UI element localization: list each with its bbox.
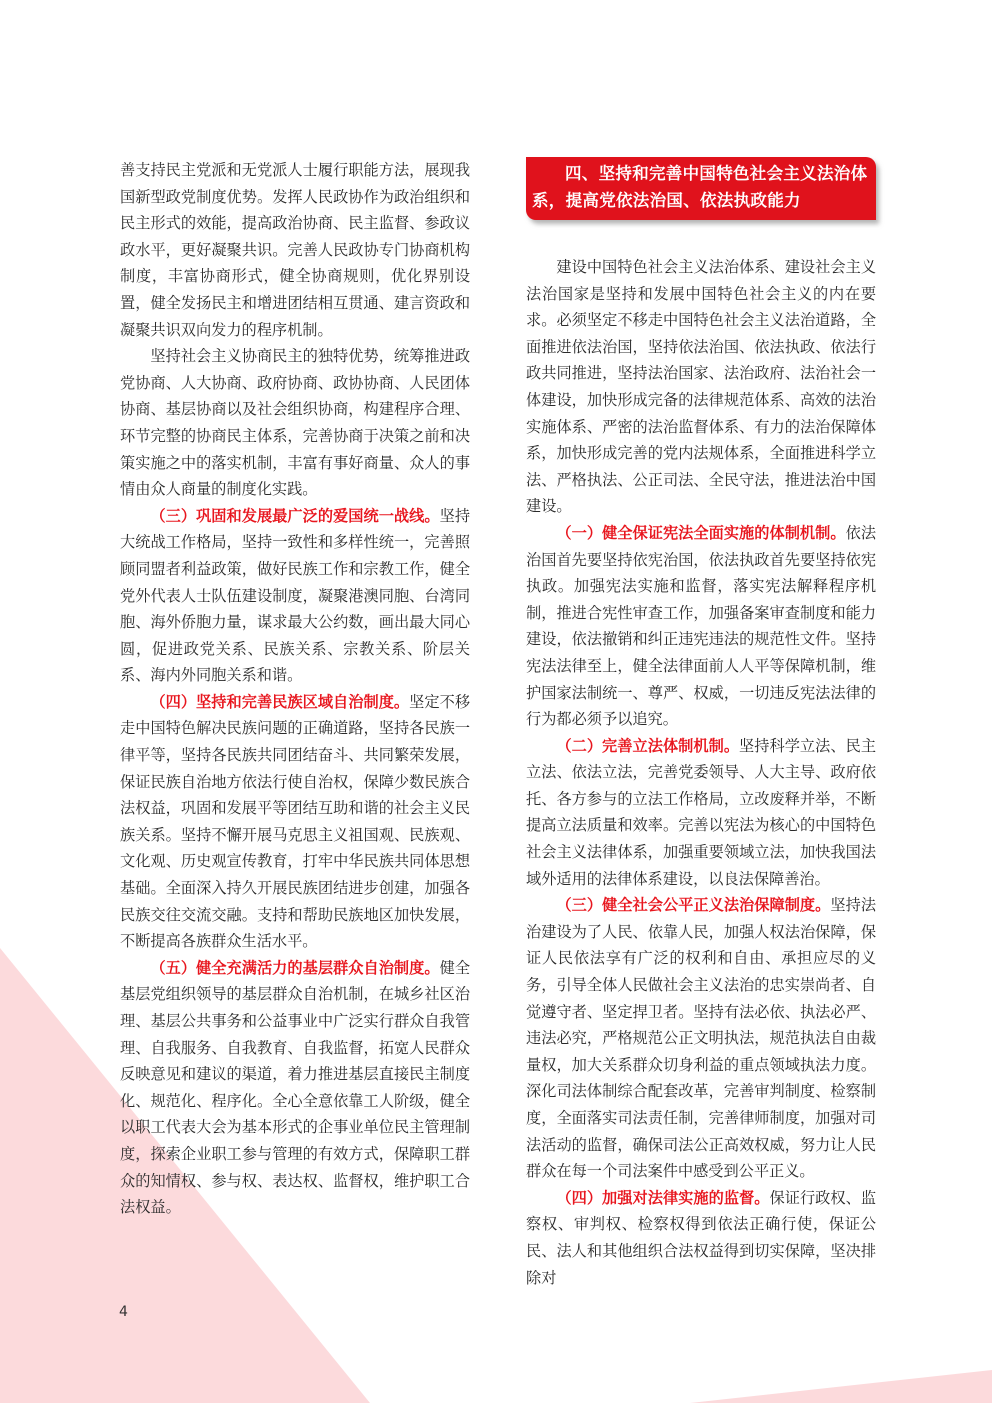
paragraph: 善支持民主党派和无党派人士履行职能方法，展现我国新型政党制度优势。发挥人民政协作为政治组织和民主形式的效能，提高政治协商、民主监督、参政议政水平，更好凝聚共识。完善人民政协专门协商机构制度，丰富协商形式，健全协商规则，优化界别设置，健全发扬民主和增进团结相互贯通、建言资政和凝聚共识双向发力的程序机制。 bbox=[120, 161, 470, 339]
paragraph-body: 坚持法治建设为了人民、依靠人民，加强人权法治保障，保证人民依法享有广泛的权利和自由、承担应尽的义务，引导全体人民做社会主义法治的忠实崇尚者、自觉遵守者、坚定捍卫者。坚持有法必依、执法必严、违法必究，严格规范公正文明执法，规范执法自由裁量权，加大关系群众切身利益的重点领域执法力度。深化司法体制综合配套改革，完善审判制度、检察制度，全面落实司法责任制，完善律师制度，加强对司法活动的监督，确保司法公正高效权威，努力让人民群众在每一个司法案件中感受到公平正义。 bbox=[526, 896, 877, 1181]
paragraph-body: 保证行政权、监察权、审判权、检察权得到依法正确行使，保证公民、法人和其他组织合法权益得到切实保障，坚决排除对 bbox=[526, 1188, 877, 1287]
subsection-heading: （五）健全充满活力的基层群众自治制度。 bbox=[150, 958, 440, 977]
paragraph bbox=[120, 503, 470, 689]
paragraph bbox=[526, 1185, 876, 1291]
subsection-heading: （四）坚持和完善民族区域自治制度。 bbox=[150, 692, 410, 711]
section-title-line1: 四、坚持和完善中国特色社会主义法治体 bbox=[565, 164, 868, 183]
paragraph: 坚持社会主义协商民主的独特优势，统筹推进政党协商、人大协商、政府协商、政协协商、人民团体协商、基层协商以及社会组织协商，构建程序合理、环节完整的协商民主体系，完善协商于决策之前和决策实施之中的落实机制，丰富有事好商量、众人的事情由众人商量的制度化实践。 bbox=[120, 347, 470, 499]
subsection-heading: （四）加强对法律实施的监督。 bbox=[556, 1188, 770, 1207]
subsection-heading: （二）完善立法体制机制。 bbox=[556, 736, 740, 755]
right-column bbox=[526, 157, 876, 1291]
paragraph bbox=[526, 733, 876, 893]
paragraph-body: 坚持科学立法、民主立法、依法立法，完善党委领导、人大主导、政府依托、各方参与的立法工作格局，立改废释并举，不断提高立法质量和效率。完善以宪法为核心的中国特色社会主义法律体系，加强重要领域立法，加快我国法域外适用的法律体系建设，以良法保障善治。 bbox=[526, 736, 877, 888]
paragraph-body: 坚持大统战工作格局，坚持一致性和多样性统一，完善照顾同盟者利益政策，做好民族工作和宗教工作，健全党外代表人士队伍建设制度，凝聚港澳同胞、台湾同胞、海外侨胞力量，谋求最大公约数，画出最大同心圆，促进政党关系、民族关系、宗教关系、阶层关系、海内外同胞关系和谐。 bbox=[120, 506, 471, 685]
paragraph-body: 依法治国首先要坚持依宪治国，依法执政首先要坚持依宪执政。加强宪法实施和监督，落实宪法解释程序机制，推进合宪性审查工作，加强备案审查制度和能力建设，依法撤销和纠正违宪违法的规范性文件。坚持宪法法律至上，健全法律面前人人平等保障机制，维护国家法制统一、尊严、权威，一切违反宪法法律的行为都必须予以追究。 bbox=[526, 523, 877, 729]
left-column bbox=[120, 157, 470, 1221]
paragraph: 建设中国特色社会主义法治体系、建设社会主义法治国家是坚持和发展中国特色社会主义的内在要求。必须坚定不移走中国特色社会主义法治道路，全面推进依法治国，坚持依法治国、依法执政、依法行政共同推进，坚持法治国家、法治政府、法治社会一体建设，加快形成完备的法律规范体系、高效的法治实施体系、严密的法治监督体系、有力的法治保障体系，加快形成完善的党内法规体系，全面推进科学立法、严格执法、公正司法、全民守法，推进法治中国建设。 bbox=[526, 258, 876, 516]
paragraph-body: 健全基层党组织领导的基层群众自治机制，在城乡社区治理、基层公共事务和公益事业中广泛实行群众自我管理、自我服务、自我教育、自我监督，拓宽人民群众反映意见和建议的渠道，着力推进基层直接民主制度化、规范化、程序化。全心全意依靠工人阶级，健全以职工代表大会为基本形式的企事业单位民主管理制度，探索企业职工参与管理的有效方式，保障职工群众的知情权、参与权、表达权、监督权，维护职工合法权益。 bbox=[120, 958, 471, 1217]
page-number: 4 bbox=[119, 1304, 128, 1320]
paragraph-body: 坚定不移走中国特色解决民族问题的正确道路，坚持各民族一律平等，坚持各民族共同团结奋斗、共同繁荣发展，保证民族自治地方依法行使自治权，保障少数民族合法权益，巩固和发展平等团结互助和谐的社会主义民族关系。坚持不懈开展马克思主义祖国观、民族观、文化观、历史观宣传教育，打牢中华民族共同体思想基础。全面深入持久开展民族团结进步创建，加强各民族交往交流交融。支持和帮助民族地区加快发展，不断提高各族群众生活水平。 bbox=[120, 692, 471, 951]
paragraph bbox=[120, 689, 470, 955]
section-title-line2: 系，提高党依法治国、依法执政能力 bbox=[532, 191, 801, 210]
subsection-heading: （三）巩固和发展最广泛的爱国统一战线。 bbox=[150, 506, 440, 525]
section-title-banner bbox=[526, 157, 876, 220]
paragraph bbox=[120, 955, 470, 1221]
paragraph bbox=[526, 892, 876, 1185]
subsection-heading: （三）健全社会公平正义法治保障制度。 bbox=[556, 896, 831, 915]
paragraph bbox=[526, 520, 876, 733]
subsection-heading: （一）健全保证宪法全面实施的体制机制。 bbox=[556, 523, 846, 542]
